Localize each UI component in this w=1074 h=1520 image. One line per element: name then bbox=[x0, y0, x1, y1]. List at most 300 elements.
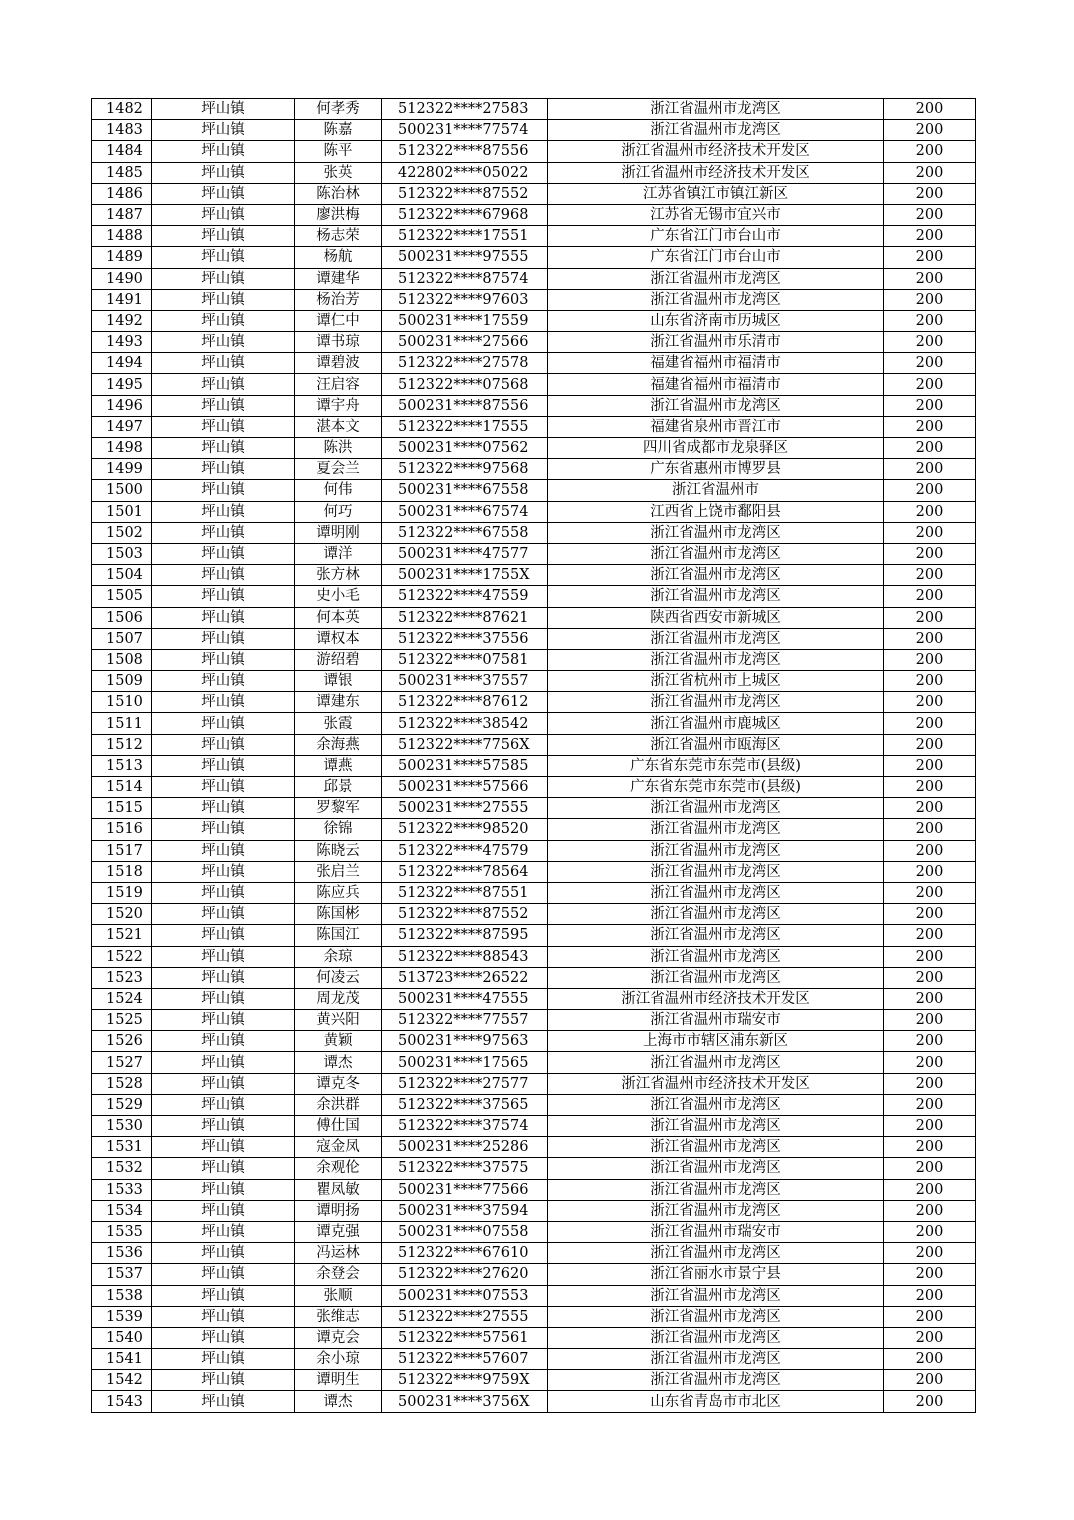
amount-cell: 200 bbox=[884, 819, 976, 840]
name-cell: 余登会 bbox=[295, 1264, 382, 1285]
name-cell: 史小毛 bbox=[295, 586, 382, 607]
sequence-number-cell: 1505 bbox=[92, 586, 152, 607]
location-cell: 浙江省温州市龙湾区 bbox=[548, 1243, 884, 1264]
table-row bbox=[92, 671, 976, 692]
sequence-number-cell: 1497 bbox=[92, 416, 152, 437]
id-number-cell: 512322****87621 bbox=[382, 607, 548, 628]
id-number-cell: 512322****57607 bbox=[382, 1349, 548, 1370]
town-cell: 坪山镇 bbox=[152, 501, 295, 522]
id-number-cell: 513723****26522 bbox=[382, 967, 548, 988]
id-number-cell: 512322****88543 bbox=[382, 946, 548, 967]
table-row bbox=[92, 861, 976, 882]
table-row bbox=[92, 649, 976, 670]
location-cell: 浙江省温州市龙湾区 bbox=[548, 1370, 884, 1391]
id-number-cell: 500231****47555 bbox=[382, 988, 548, 1009]
id-number-cell: 500231****67574 bbox=[382, 501, 548, 522]
sequence-number-cell: 1498 bbox=[92, 438, 152, 459]
town-cell: 坪山镇 bbox=[152, 798, 295, 819]
table-row bbox=[92, 1285, 976, 1306]
table-row bbox=[92, 310, 976, 331]
name-cell: 张维志 bbox=[295, 1306, 382, 1327]
id-number-cell: 512322****27578 bbox=[382, 353, 548, 374]
name-cell: 谭建华 bbox=[295, 268, 382, 289]
location-cell: 浙江省温州市龙湾区 bbox=[548, 1179, 884, 1200]
sequence-number-cell: 1527 bbox=[92, 1052, 152, 1073]
name-cell: 陈嘉 bbox=[295, 120, 382, 141]
name-cell: 陈洪 bbox=[295, 438, 382, 459]
id-number-cell: 512322****27555 bbox=[382, 1306, 548, 1327]
town-cell: 坪山镇 bbox=[152, 1306, 295, 1327]
name-cell: 陈平 bbox=[295, 141, 382, 162]
name-cell: 杨治芳 bbox=[295, 289, 382, 310]
town-cell: 坪山镇 bbox=[152, 904, 295, 925]
id-number-cell: 512322****47559 bbox=[382, 586, 548, 607]
name-cell: 游绍碧 bbox=[295, 649, 382, 670]
location-cell: 浙江省温州市龙湾区 bbox=[548, 925, 884, 946]
name-cell: 何伟 bbox=[295, 480, 382, 501]
name-cell: 谭燕 bbox=[295, 755, 382, 776]
id-number-cell: 512322****67558 bbox=[382, 522, 548, 543]
town-cell: 坪山镇 bbox=[152, 543, 295, 564]
id-number-cell: 500231****25286 bbox=[382, 1137, 548, 1158]
table-row bbox=[92, 840, 976, 861]
sequence-number-cell: 1513 bbox=[92, 755, 152, 776]
id-number-cell: 512322****87552 bbox=[382, 183, 548, 204]
location-cell: 浙江省温州市鹿城区 bbox=[548, 713, 884, 734]
table-row bbox=[92, 353, 976, 374]
table-row bbox=[92, 438, 976, 459]
sequence-number-cell: 1521 bbox=[92, 925, 152, 946]
amount-cell: 200 bbox=[884, 565, 976, 586]
amount-cell: 200 bbox=[884, 226, 976, 247]
sequence-number-cell: 1534 bbox=[92, 1200, 152, 1221]
sequence-number-cell: 1509 bbox=[92, 671, 152, 692]
sequence-number-cell: 1522 bbox=[92, 946, 152, 967]
town-cell: 坪山镇 bbox=[152, 1010, 295, 1031]
id-number-cell: 512322****27577 bbox=[382, 1073, 548, 1094]
amount-cell: 200 bbox=[884, 607, 976, 628]
sequence-number-cell: 1518 bbox=[92, 861, 152, 882]
name-cell: 余琼 bbox=[295, 946, 382, 967]
name-cell: 何孝秀 bbox=[295, 99, 382, 120]
name-cell: 谭权本 bbox=[295, 628, 382, 649]
town-cell: 坪山镇 bbox=[152, 332, 295, 353]
sequence-number-cell: 1538 bbox=[92, 1285, 152, 1306]
town-cell: 坪山镇 bbox=[152, 1031, 295, 1052]
table-row bbox=[92, 1010, 976, 1031]
name-cell: 冯运林 bbox=[295, 1243, 382, 1264]
id-number-cell: 512322****78564 bbox=[382, 861, 548, 882]
table-row bbox=[92, 734, 976, 755]
amount-cell: 200 bbox=[884, 967, 976, 988]
amount-cell: 200 bbox=[884, 988, 976, 1009]
id-number-cell: 500231****77574 bbox=[382, 120, 548, 141]
id-number-cell: 500231****57585 bbox=[382, 755, 548, 776]
sequence-number-cell: 1494 bbox=[92, 353, 152, 374]
location-cell: 浙江省温州市龙湾区 bbox=[548, 1285, 884, 1306]
sequence-number-cell: 1512 bbox=[92, 734, 152, 755]
id-number-cell: 500231****97555 bbox=[382, 247, 548, 268]
sequence-number-cell: 1543 bbox=[92, 1391, 152, 1412]
sequence-number-cell: 1523 bbox=[92, 967, 152, 988]
sequence-number-cell: 1496 bbox=[92, 395, 152, 416]
town-cell: 坪山镇 bbox=[152, 1349, 295, 1370]
table-row bbox=[92, 1116, 976, 1137]
town-cell: 坪山镇 bbox=[152, 99, 295, 120]
sequence-number-cell: 1520 bbox=[92, 904, 152, 925]
location-cell: 江西省上饶市鄱阳县 bbox=[548, 501, 884, 522]
table-row bbox=[92, 459, 976, 480]
table-row bbox=[92, 183, 976, 204]
amount-cell: 200 bbox=[884, 1094, 976, 1115]
id-number-cell: 512322****67968 bbox=[382, 204, 548, 225]
id-number-cell: 512322****07568 bbox=[382, 374, 548, 395]
name-cell: 张启兰 bbox=[295, 861, 382, 882]
name-cell: 谭仁中 bbox=[295, 310, 382, 331]
location-cell: 福建省福州市福清市 bbox=[548, 353, 884, 374]
table-row bbox=[92, 1221, 976, 1242]
town-cell: 坪山镇 bbox=[152, 1116, 295, 1137]
name-cell: 谭建东 bbox=[295, 692, 382, 713]
id-number-cell: 500231****57566 bbox=[382, 777, 548, 798]
amount-cell: 200 bbox=[884, 755, 976, 776]
town-cell: 坪山镇 bbox=[152, 692, 295, 713]
sequence-number-cell: 1533 bbox=[92, 1179, 152, 1200]
amount-cell: 200 bbox=[884, 649, 976, 670]
name-cell: 余海燕 bbox=[295, 734, 382, 755]
name-cell: 陈应兵 bbox=[295, 882, 382, 903]
table-row bbox=[92, 713, 976, 734]
town-cell: 坪山镇 bbox=[152, 204, 295, 225]
roster-table-body bbox=[92, 99, 976, 1413]
table-row bbox=[92, 798, 976, 819]
town-cell: 坪山镇 bbox=[152, 459, 295, 480]
location-cell: 浙江省温州市龙湾区 bbox=[548, 1094, 884, 1115]
amount-cell: 200 bbox=[884, 1052, 976, 1073]
id-number-cell: 512322****98520 bbox=[382, 819, 548, 840]
sequence-number-cell: 1488 bbox=[92, 226, 152, 247]
amount-cell: 200 bbox=[884, 183, 976, 204]
name-cell: 谭杰 bbox=[295, 1052, 382, 1073]
id-number-cell: 512322****77557 bbox=[382, 1010, 548, 1031]
amount-cell: 200 bbox=[884, 332, 976, 353]
id-number-cell: 512322****27620 bbox=[382, 1264, 548, 1285]
amount-cell: 200 bbox=[884, 1116, 976, 1137]
location-cell: 浙江省温州市龙湾区 bbox=[548, 904, 884, 925]
id-number-cell: 500231****07558 bbox=[382, 1221, 548, 1242]
name-cell: 陈晓云 bbox=[295, 840, 382, 861]
id-number-cell: 512322****87574 bbox=[382, 268, 548, 289]
location-cell: 浙江省温州市 bbox=[548, 480, 884, 501]
id-number-cell: 500231****07553 bbox=[382, 1285, 548, 1306]
name-cell: 罗黎军 bbox=[295, 798, 382, 819]
amount-cell: 200 bbox=[884, 861, 976, 882]
id-number-cell: 512322****37556 bbox=[382, 628, 548, 649]
id-number-cell: 512322****07581 bbox=[382, 649, 548, 670]
sequence-number-cell: 1537 bbox=[92, 1264, 152, 1285]
id-number-cell: 500231****47577 bbox=[382, 543, 548, 564]
table-row bbox=[92, 946, 976, 967]
table-row bbox=[92, 247, 976, 268]
id-number-cell: 512322****47579 bbox=[382, 840, 548, 861]
location-cell: 浙江省温州市龙湾区 bbox=[548, 1327, 884, 1348]
town-cell: 坪山镇 bbox=[152, 861, 295, 882]
town-cell: 坪山镇 bbox=[152, 1179, 295, 1200]
town-cell: 坪山镇 bbox=[152, 141, 295, 162]
name-cell: 张霞 bbox=[295, 713, 382, 734]
location-cell: 广东省江门市台山市 bbox=[548, 226, 884, 247]
amount-cell: 200 bbox=[884, 1370, 976, 1391]
town-cell: 坪山镇 bbox=[152, 1243, 295, 1264]
sequence-number-cell: 1535 bbox=[92, 1221, 152, 1242]
name-cell: 傅仕国 bbox=[295, 1116, 382, 1137]
location-cell: 四川省成都市龙泉驿区 bbox=[548, 438, 884, 459]
amount-cell: 200 bbox=[884, 628, 976, 649]
amount-cell: 200 bbox=[884, 840, 976, 861]
name-cell: 余小琼 bbox=[295, 1349, 382, 1370]
location-cell: 浙江省温州市龙湾区 bbox=[548, 120, 884, 141]
table-row bbox=[92, 226, 976, 247]
id-number-cell: 500231****37557 bbox=[382, 671, 548, 692]
location-cell: 浙江省温州市龙湾区 bbox=[548, 882, 884, 903]
amount-cell: 200 bbox=[884, 1391, 976, 1412]
name-cell: 瞿凤敏 bbox=[295, 1179, 382, 1200]
location-cell: 陕西省西安市新城区 bbox=[548, 607, 884, 628]
table-row bbox=[92, 501, 976, 522]
amount-cell: 200 bbox=[884, 459, 976, 480]
table-row bbox=[92, 1200, 976, 1221]
amount-cell: 200 bbox=[884, 1158, 976, 1179]
amount-cell: 200 bbox=[884, 946, 976, 967]
name-cell: 廖洪梅 bbox=[295, 204, 382, 225]
table-row bbox=[92, 543, 976, 564]
location-cell: 浙江省温州市龙湾区 bbox=[548, 1200, 884, 1221]
location-cell: 浙江省温州市乐清市 bbox=[548, 332, 884, 353]
location-cell: 浙江省温州市龙湾区 bbox=[548, 565, 884, 586]
sequence-number-cell: 1539 bbox=[92, 1306, 152, 1327]
town-cell: 坪山镇 bbox=[152, 1264, 295, 1285]
sequence-number-cell: 1490 bbox=[92, 268, 152, 289]
table-row bbox=[92, 1327, 976, 1348]
location-cell: 浙江省温州市经济技术开发区 bbox=[548, 988, 884, 1009]
id-number-cell: 512322****97603 bbox=[382, 289, 548, 310]
name-cell: 谭明扬 bbox=[295, 1200, 382, 1221]
amount-cell: 200 bbox=[884, 586, 976, 607]
location-cell: 山东省青岛市市北区 bbox=[548, 1391, 884, 1412]
name-cell: 谭克会 bbox=[295, 1327, 382, 1348]
location-cell: 上海市市辖区浦东新区 bbox=[548, 1031, 884, 1052]
table-row bbox=[92, 1391, 976, 1412]
town-cell: 坪山镇 bbox=[152, 967, 295, 988]
table-row bbox=[92, 162, 976, 183]
amount-cell: 200 bbox=[884, 162, 976, 183]
sequence-number-cell: 1519 bbox=[92, 882, 152, 903]
name-cell: 何凌云 bbox=[295, 967, 382, 988]
town-cell: 坪山镇 bbox=[152, 755, 295, 776]
id-number-cell: 500231****3756X bbox=[382, 1391, 548, 1412]
town-cell: 坪山镇 bbox=[152, 395, 295, 416]
sequence-number-cell: 1524 bbox=[92, 988, 152, 1009]
sequence-number-cell: 1542 bbox=[92, 1370, 152, 1391]
amount-cell: 200 bbox=[884, 1221, 976, 1242]
amount-cell: 200 bbox=[884, 120, 976, 141]
sequence-number-cell: 1540 bbox=[92, 1327, 152, 1348]
name-cell: 陈国江 bbox=[295, 925, 382, 946]
sequence-number-cell: 1536 bbox=[92, 1243, 152, 1264]
name-cell: 徐锦 bbox=[295, 819, 382, 840]
town-cell: 坪山镇 bbox=[152, 565, 295, 586]
town-cell: 坪山镇 bbox=[152, 226, 295, 247]
sequence-number-cell: 1541 bbox=[92, 1349, 152, 1370]
amount-cell: 200 bbox=[884, 925, 976, 946]
sequence-number-cell: 1483 bbox=[92, 120, 152, 141]
location-cell: 浙江省温州市龙湾区 bbox=[548, 1116, 884, 1137]
town-cell: 坪山镇 bbox=[152, 247, 295, 268]
town-cell: 坪山镇 bbox=[152, 1137, 295, 1158]
location-cell: 浙江省温州市瑞安市 bbox=[548, 1221, 884, 1242]
amount-cell: 200 bbox=[884, 904, 976, 925]
id-number-cell: 512322****37565 bbox=[382, 1094, 548, 1115]
name-cell: 何本英 bbox=[295, 607, 382, 628]
town-cell: 坪山镇 bbox=[152, 840, 295, 861]
id-number-cell: 512322****57561 bbox=[382, 1327, 548, 1348]
location-cell: 浙江省温州市经济技术开发区 bbox=[548, 162, 884, 183]
amount-cell: 200 bbox=[884, 1243, 976, 1264]
id-number-cell: 512322****17551 bbox=[382, 226, 548, 247]
name-cell: 陈治林 bbox=[295, 183, 382, 204]
id-number-cell: 512322****38542 bbox=[382, 713, 548, 734]
table-row bbox=[92, 99, 976, 120]
table-row bbox=[92, 1306, 976, 1327]
sequence-number-cell: 1511 bbox=[92, 713, 152, 734]
sequence-number-cell: 1499 bbox=[92, 459, 152, 480]
amount-cell: 200 bbox=[884, 268, 976, 289]
location-cell: 浙江省温州市龙湾区 bbox=[548, 99, 884, 120]
location-cell: 浙江省丽水市景宁县 bbox=[548, 1264, 884, 1285]
amount-cell: 200 bbox=[884, 798, 976, 819]
name-cell: 谭明刚 bbox=[295, 522, 382, 543]
name-cell: 谭杰 bbox=[295, 1391, 382, 1412]
location-cell: 浙江省温州市龙湾区 bbox=[548, 522, 884, 543]
amount-cell: 200 bbox=[884, 882, 976, 903]
sequence-number-cell: 1504 bbox=[92, 565, 152, 586]
location-cell: 福建省泉州市晋江市 bbox=[548, 416, 884, 437]
name-cell: 陈国彬 bbox=[295, 904, 382, 925]
table-row bbox=[92, 904, 976, 925]
location-cell: 浙江省温州市龙湾区 bbox=[548, 967, 884, 988]
town-cell: 坪山镇 bbox=[152, 607, 295, 628]
town-cell: 坪山镇 bbox=[152, 671, 295, 692]
sequence-number-cell: 1532 bbox=[92, 1158, 152, 1179]
town-cell: 坪山镇 bbox=[152, 1285, 295, 1306]
town-cell: 坪山镇 bbox=[152, 1073, 295, 1094]
name-cell: 谭克强 bbox=[295, 1221, 382, 1242]
location-cell: 浙江省温州市龙湾区 bbox=[548, 1137, 884, 1158]
name-cell: 谭克冬 bbox=[295, 1073, 382, 1094]
name-cell: 余观伦 bbox=[295, 1158, 382, 1179]
table-row bbox=[92, 332, 976, 353]
id-number-cell: 512322****17555 bbox=[382, 416, 548, 437]
location-cell: 浙江省温州市经济技术开发区 bbox=[548, 141, 884, 162]
amount-cell: 200 bbox=[884, 543, 976, 564]
location-cell: 浙江省温州市瑞安市 bbox=[548, 1010, 884, 1031]
name-cell: 黄兴阳 bbox=[295, 1010, 382, 1031]
table-row bbox=[92, 1137, 976, 1158]
table-row bbox=[92, 1179, 976, 1200]
id-number-cell: 512322****67610 bbox=[382, 1243, 548, 1264]
id-number-cell: 500231****87556 bbox=[382, 395, 548, 416]
amount-cell: 200 bbox=[884, 1327, 976, 1348]
town-cell: 坪山镇 bbox=[152, 777, 295, 798]
location-cell: 浙江省温州市瓯海区 bbox=[548, 734, 884, 755]
table-row bbox=[92, 120, 976, 141]
table-row bbox=[92, 1073, 976, 1094]
name-cell: 谭洋 bbox=[295, 543, 382, 564]
town-cell: 坪山镇 bbox=[152, 268, 295, 289]
amount-cell: 200 bbox=[884, 289, 976, 310]
name-cell: 谭银 bbox=[295, 671, 382, 692]
table-row bbox=[92, 1031, 976, 1052]
amount-cell: 200 bbox=[884, 395, 976, 416]
town-cell: 坪山镇 bbox=[152, 1327, 295, 1348]
table-row bbox=[92, 755, 976, 776]
location-cell: 浙江省温州市龙湾区 bbox=[548, 819, 884, 840]
table-row bbox=[92, 628, 976, 649]
location-cell: 浙江省温州市龙湾区 bbox=[548, 586, 884, 607]
name-cell: 杨志荣 bbox=[295, 226, 382, 247]
location-cell: 浙江省温州市龙湾区 bbox=[548, 289, 884, 310]
amount-cell: 200 bbox=[884, 777, 976, 798]
sequence-number-cell: 1500 bbox=[92, 480, 152, 501]
location-cell: 浙江省温州市龙湾区 bbox=[548, 692, 884, 713]
name-cell: 张顺 bbox=[295, 1285, 382, 1306]
sequence-number-cell: 1531 bbox=[92, 1137, 152, 1158]
name-cell: 张英 bbox=[295, 162, 382, 183]
location-cell: 浙江省温州市龙湾区 bbox=[548, 395, 884, 416]
town-cell: 坪山镇 bbox=[152, 734, 295, 755]
town-cell: 坪山镇 bbox=[152, 1158, 295, 1179]
location-cell: 浙江省温州市龙湾区 bbox=[548, 649, 884, 670]
town-cell: 坪山镇 bbox=[152, 120, 295, 141]
town-cell: 坪山镇 bbox=[152, 628, 295, 649]
table-row bbox=[92, 268, 976, 289]
amount-cell: 200 bbox=[884, 713, 976, 734]
id-number-cell: 422802****05022 bbox=[382, 162, 548, 183]
town-cell: 坪山镇 bbox=[152, 162, 295, 183]
location-cell: 浙江省温州市龙湾区 bbox=[548, 1158, 884, 1179]
amount-cell: 200 bbox=[884, 247, 976, 268]
amount-cell: 200 bbox=[884, 501, 976, 522]
town-cell: 坪山镇 bbox=[152, 416, 295, 437]
town-cell: 坪山镇 bbox=[152, 522, 295, 543]
sequence-number-cell: 1491 bbox=[92, 289, 152, 310]
id-number-cell: 512322****37574 bbox=[382, 1116, 548, 1137]
sequence-number-cell: 1508 bbox=[92, 649, 152, 670]
name-cell: 黄颖 bbox=[295, 1031, 382, 1052]
amount-cell: 200 bbox=[884, 734, 976, 755]
location-cell: 江苏省镇江市镇江新区 bbox=[548, 183, 884, 204]
amount-cell: 200 bbox=[884, 416, 976, 437]
table-row bbox=[92, 882, 976, 903]
id-number-cell: 512322****27583 bbox=[382, 99, 548, 120]
town-cell: 坪山镇 bbox=[152, 819, 295, 840]
town-cell: 坪山镇 bbox=[152, 882, 295, 903]
sequence-number-cell: 1525 bbox=[92, 1010, 152, 1031]
amount-cell: 200 bbox=[884, 1285, 976, 1306]
amount-cell: 200 bbox=[884, 1137, 976, 1158]
location-cell: 广东省东莞市东莞市(县级) bbox=[548, 755, 884, 776]
amount-cell: 200 bbox=[884, 522, 976, 543]
